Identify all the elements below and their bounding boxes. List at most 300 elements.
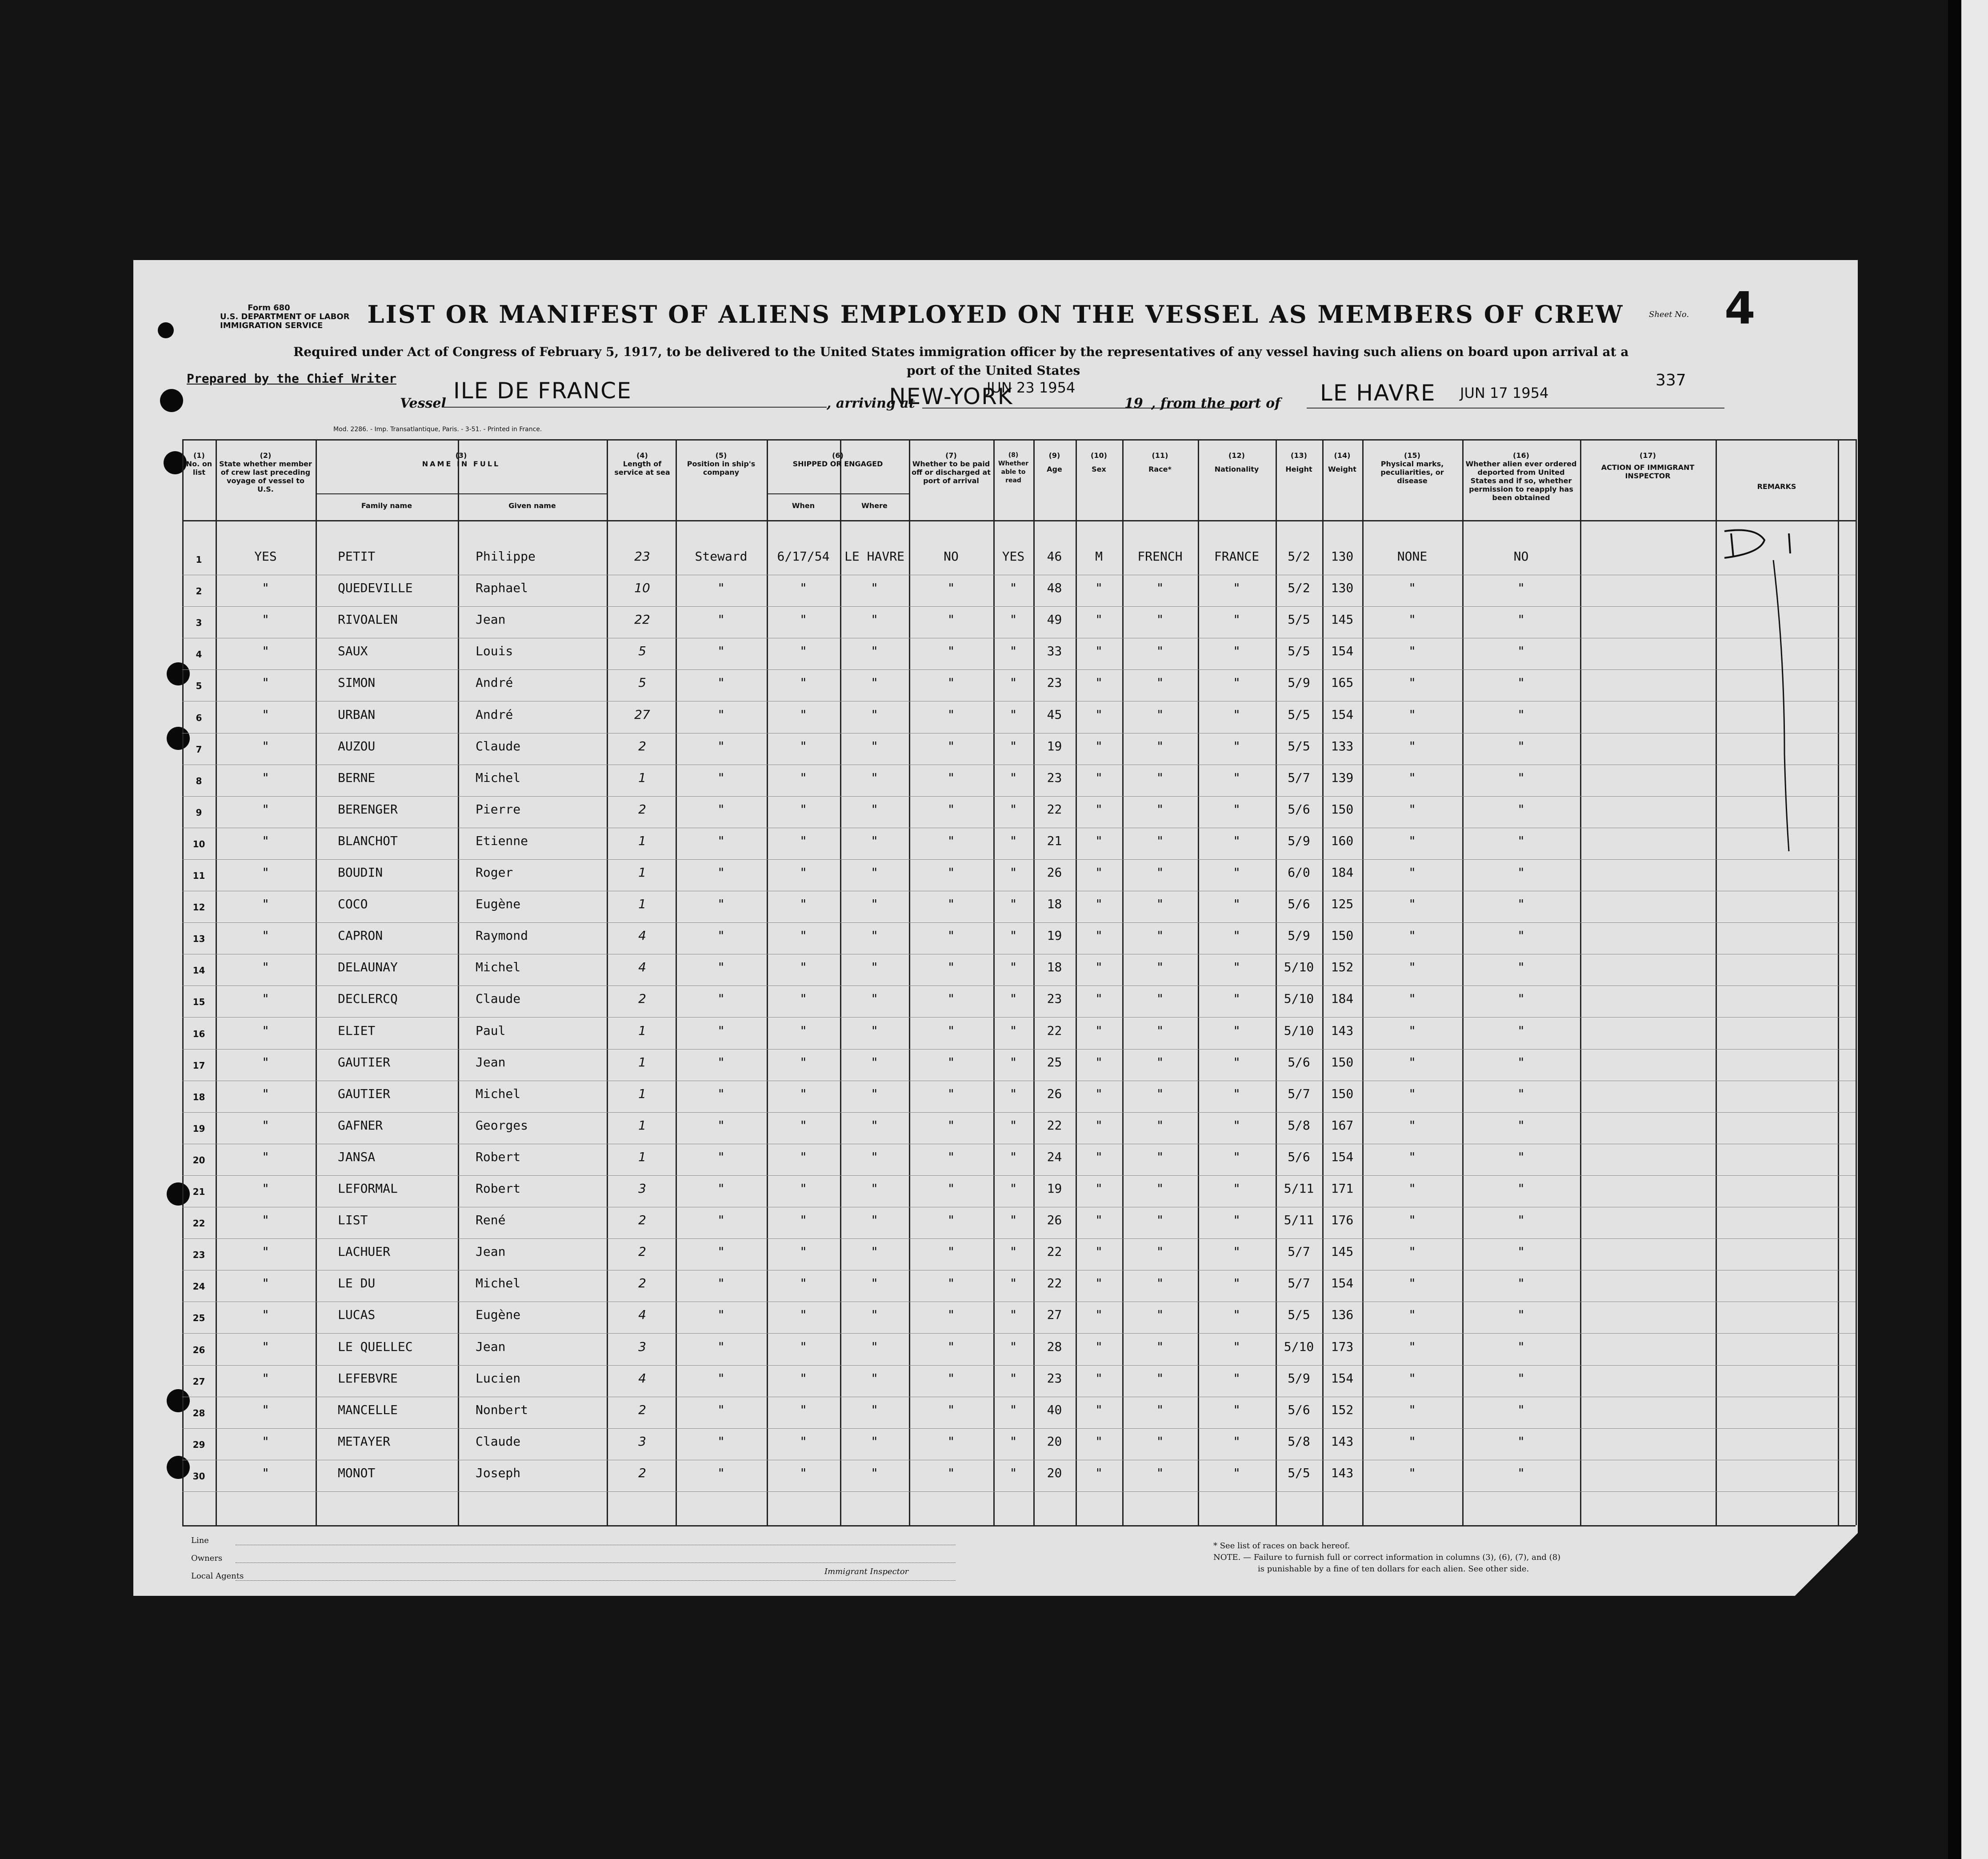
- race-value: ": [1156, 897, 1164, 912]
- deported-value: ": [1517, 1086, 1525, 1101]
- nationality-value: ": [1233, 1054, 1240, 1070]
- requirement-text: Required under Act of Congress of February 5, 1917, to be delivered to the United States immigration officer by the representatives of any vessel having such aliens on board upon arrival at a: [293, 345, 1629, 359]
- row-number: 17: [192, 1060, 205, 1071]
- service-length: 3: [638, 1181, 646, 1196]
- nationality-value: ": [1233, 991, 1240, 1006]
- from-port-label: , from the port of: [1151, 396, 1281, 411]
- deported-value: ": [1517, 1465, 1525, 1480]
- deported-value: ": [1517, 1402, 1525, 1417]
- marks-value: ": [1408, 581, 1416, 596]
- sex-value: ": [1095, 865, 1103, 880]
- column-header-where: Where: [861, 501, 888, 510]
- row-number: 27: [192, 1376, 205, 1387]
- read-value: ": [1009, 865, 1017, 880]
- crew-value: ": [262, 897, 269, 912]
- family-name: BERNE: [338, 770, 376, 785]
- remarks-handwritten-mark: [1707, 522, 1840, 860]
- crew-value: ": [262, 1339, 269, 1354]
- row-number: 12: [192, 902, 205, 913]
- nationality-value: ": [1233, 1434, 1240, 1449]
- given-name: Jean: [476, 1339, 506, 1354]
- family-name: SIMON: [338, 675, 376, 690]
- where-value: ": [871, 1370, 878, 1386]
- when-value: ": [800, 1023, 807, 1038]
- family-name: DECLERCQ: [338, 991, 398, 1006]
- paid-value: ": [947, 738, 955, 753]
- service-length: 4: [638, 1307, 646, 1322]
- sheet-number: 4: [1724, 282, 1756, 334]
- height: 5/7: [1288, 1276, 1310, 1291]
- height: 5/9: [1288, 928, 1310, 943]
- paid-value: ": [947, 833, 955, 848]
- when-value: ": [800, 707, 807, 722]
- row-number: 9: [196, 807, 202, 818]
- row-number: 19: [192, 1123, 205, 1134]
- paid-value: ": [947, 1181, 955, 1196]
- nationality-value: ": [1233, 1181, 1240, 1196]
- service-length: 4: [638, 960, 646, 975]
- race-value: ": [1156, 1276, 1164, 1291]
- marks-value: ": [1408, 738, 1416, 753]
- column-header-weight: (14) Weight: [1328, 451, 1356, 473]
- crew-value: ": [262, 1023, 269, 1038]
- position-value: ": [717, 897, 725, 912]
- column-header-crew: (2) State whether member of crew last preceding voyage of vessel to U.S.: [219, 451, 312, 493]
- row-number: 10: [192, 838, 205, 849]
- weight: 139: [1331, 770, 1354, 785]
- departure-port: LE HAVRE: [1320, 380, 1436, 406]
- position-value: ": [717, 1307, 725, 1322]
- row-number: 30: [192, 1470, 205, 1482]
- when-value: ": [800, 1276, 807, 1291]
- race-value: ": [1156, 581, 1164, 596]
- torn-corner: [1795, 1533, 1858, 1596]
- given-name: Roger: [476, 865, 513, 880]
- given-name: Michel: [476, 960, 521, 975]
- given-name: Joseph: [476, 1465, 521, 1480]
- given-name: Robert: [476, 1181, 521, 1196]
- race-value: ": [1156, 1244, 1164, 1259]
- height: 5/8: [1288, 1434, 1310, 1449]
- family-name: BERENGER: [338, 801, 398, 817]
- position-value: ": [717, 644, 725, 659]
- read-value: ": [1009, 801, 1017, 817]
- height: 5/5: [1288, 707, 1310, 722]
- marks-value: ": [1408, 1054, 1416, 1070]
- age: 20: [1047, 1465, 1062, 1480]
- race-value: ": [1156, 1023, 1164, 1038]
- position-value: ": [717, 1370, 725, 1386]
- marks-value: ": [1408, 1244, 1416, 1259]
- height: 5/10: [1284, 960, 1314, 975]
- crew-value: ": [262, 991, 269, 1006]
- owners-label: Owners: [191, 1554, 223, 1563]
- age: 23: [1047, 675, 1062, 690]
- position-value: ": [717, 1339, 725, 1354]
- family-name: BOUDIN: [338, 865, 383, 880]
- marks-value: ": [1408, 1434, 1416, 1449]
- race-value: ": [1156, 928, 1164, 943]
- read-value: ": [1009, 1434, 1017, 1449]
- row-number: 2: [196, 586, 202, 597]
- service-length: 2: [638, 801, 646, 817]
- deported-value: ": [1517, 1118, 1525, 1133]
- where-value: ": [871, 1434, 878, 1449]
- crew-value: ": [262, 1054, 269, 1070]
- height: 5/7: [1288, 1244, 1310, 1259]
- service-length: 2: [638, 1402, 646, 1417]
- marks-value: ": [1408, 1370, 1416, 1386]
- where-value: ": [871, 1213, 878, 1228]
- where-value: ": [871, 833, 878, 848]
- service-length: 1: [638, 897, 646, 912]
- departure-date-stamp: JUN 17 1954: [1460, 385, 1549, 401]
- read-value: ": [1009, 707, 1017, 722]
- weight: 167: [1331, 1118, 1354, 1133]
- crew-value: ": [262, 1402, 269, 1417]
- sex-value: ": [1095, 1370, 1103, 1386]
- given-name: Michel: [476, 770, 521, 785]
- deported-value: NO: [1513, 549, 1529, 564]
- height: 5/9: [1288, 1370, 1310, 1386]
- position-value: ": [717, 1402, 725, 1417]
- deported-value: ": [1517, 1370, 1525, 1386]
- film-edge: [1961, 0, 1988, 1859]
- paid-value: ": [947, 1118, 955, 1133]
- when-value: ": [800, 644, 807, 659]
- where-value: ": [871, 991, 878, 1006]
- row-number: 8: [196, 775, 202, 786]
- age: 49: [1047, 612, 1062, 627]
- family-name: LEFORMAL: [338, 1181, 398, 1196]
- column-header-age: (9) Age: [1047, 451, 1062, 473]
- paid-value: ": [947, 1023, 955, 1038]
- height: 5/10: [1284, 1023, 1314, 1038]
- race-value: ": [1156, 960, 1164, 975]
- where-value: ": [871, 1118, 878, 1133]
- weight: 150: [1331, 1054, 1354, 1070]
- family-name: QUEDEVILLE: [338, 581, 413, 596]
- nationality-value: ": [1233, 833, 1240, 848]
- race-value: ": [1156, 1434, 1164, 1449]
- vessel-name: ILE DE FRANCE: [453, 378, 632, 404]
- marks-value: ": [1408, 897, 1416, 912]
- marks-value: ": [1408, 1402, 1416, 1417]
- read-value: ": [1009, 1402, 1017, 1417]
- service-length: 27: [634, 707, 650, 722]
- nationality-value: ": [1233, 1213, 1240, 1228]
- sex-value: ": [1095, 1054, 1103, 1070]
- paid-value: ": [947, 1370, 955, 1386]
- paid-value: NO: [944, 549, 959, 564]
- crew-value: YES: [254, 549, 277, 564]
- weight: 143: [1331, 1023, 1354, 1038]
- position-value: ": [717, 1181, 725, 1196]
- column-header-read: (8) Whether able to read: [998, 452, 1028, 484]
- weight: 184: [1331, 991, 1354, 1006]
- race-value: ": [1156, 1149, 1164, 1164]
- when-value: ": [800, 1370, 807, 1386]
- row-number: 29: [192, 1439, 205, 1450]
- when-value: ": [800, 1118, 807, 1133]
- where-value: ": [871, 801, 878, 817]
- family-name: URBAN: [338, 707, 376, 722]
- sex-value: ": [1095, 612, 1103, 627]
- age: 40: [1047, 1402, 1062, 1417]
- marks-value: ": [1408, 991, 1416, 1006]
- family-name: METAYER: [338, 1434, 391, 1449]
- position-value: ": [717, 833, 725, 848]
- marks-value: ": [1408, 928, 1416, 943]
- marks-value: ": [1408, 1086, 1416, 1101]
- position-value: ": [717, 1086, 725, 1101]
- deported-value: ": [1517, 928, 1525, 943]
- when-value: ": [800, 1402, 807, 1417]
- weight: 145: [1331, 1244, 1354, 1259]
- column-header-race: (11) Race*: [1148, 451, 1172, 473]
- marks-value: ": [1408, 1213, 1416, 1228]
- age: 33: [1047, 644, 1062, 659]
- where-value: ": [871, 1054, 878, 1070]
- where-value: ": [871, 738, 878, 753]
- given-name: Etienne: [476, 833, 528, 848]
- height: 5/5: [1288, 738, 1310, 753]
- nationality-value: ": [1233, 1023, 1240, 1038]
- read-value: ": [1009, 644, 1017, 659]
- family-name: LIST: [338, 1213, 368, 1228]
- where-value: ": [871, 675, 878, 690]
- height: 5/10: [1284, 991, 1314, 1006]
- read-value: ": [1009, 1307, 1017, 1322]
- read-value: ": [1009, 1276, 1017, 1291]
- where-value: LE HAVRE: [844, 549, 904, 564]
- column-header-remarks: REMARKS: [1757, 482, 1796, 491]
- position-value: ": [717, 1434, 725, 1449]
- arrival-date-stamp: JUN 23 1954: [987, 379, 1076, 396]
- race-value: ": [1156, 1370, 1164, 1386]
- deported-value: ": [1517, 675, 1525, 690]
- weight: 152: [1331, 1402, 1354, 1417]
- crew-value: ": [262, 675, 269, 690]
- marks-value: ": [1408, 865, 1416, 880]
- nationality-value: ": [1233, 1370, 1240, 1386]
- given-name: Lucien: [476, 1370, 521, 1386]
- age: 23: [1047, 1370, 1062, 1386]
- sex-value: ": [1095, 675, 1103, 690]
- crew-value: ": [262, 1181, 269, 1196]
- given-name: André: [476, 675, 513, 690]
- family-name: LUCAS: [338, 1307, 376, 1322]
- sex-value: ": [1095, 1276, 1103, 1291]
- read-value: YES: [1002, 549, 1025, 564]
- deported-value: ": [1517, 1213, 1525, 1228]
- race-value: ": [1156, 801, 1164, 817]
- where-value: ": [871, 707, 878, 722]
- position-value: ": [717, 991, 725, 1006]
- where-value: ": [871, 1402, 878, 1417]
- paid-value: ": [947, 675, 955, 690]
- marks-value: ": [1408, 1181, 1416, 1196]
- paid-value: ": [947, 612, 955, 627]
- service-length: 10: [634, 581, 650, 596]
- deported-value: ": [1517, 897, 1525, 912]
- read-value: ": [1009, 1339, 1017, 1354]
- age: 22: [1047, 1023, 1062, 1038]
- document-title: LIST OR MANIFEST OF ALIENS EMPLOYED ON THE VESSEL AS MEMBERS OF CREW: [367, 300, 1624, 329]
- given-name: Robert: [476, 1149, 521, 1164]
- row-number: 28: [192, 1407, 205, 1418]
- marks-value: ": [1408, 1149, 1416, 1164]
- column-header-nationality: (12) Nationality: [1214, 451, 1259, 473]
- prepared-by: Prepared by the Chief Writer: [187, 371, 397, 386]
- line-label: Line: [191, 1536, 209, 1545]
- crew-value: ": [262, 1213, 269, 1228]
- row-number: 25: [192, 1313, 205, 1324]
- position-value: ": [717, 1023, 725, 1038]
- where-value: ": [871, 897, 878, 912]
- paid-value: ": [947, 1276, 955, 1291]
- deported-value: ": [1517, 1244, 1525, 1259]
- crew-value: ": [262, 928, 269, 943]
- column-header-name: (3) NAME IN FULL: [422, 451, 500, 468]
- family-name: SAUX: [338, 644, 368, 659]
- weight: 171: [1331, 1181, 1354, 1196]
- race-value: ": [1156, 675, 1164, 690]
- weight: 154: [1331, 1276, 1354, 1291]
- where-value: ": [871, 1244, 878, 1259]
- position-value: ": [717, 581, 725, 596]
- year-label: 19: [1124, 396, 1143, 411]
- read-value: ": [1009, 675, 1017, 690]
- vessel-label: Vessel: [400, 396, 446, 411]
- read-value: ": [1009, 833, 1017, 848]
- nationality-value: ": [1233, 675, 1240, 690]
- family-name: MONOT: [338, 1465, 376, 1480]
- age: 26: [1047, 1086, 1062, 1101]
- crew-value: ": [262, 1434, 269, 1449]
- sex-value: M: [1095, 549, 1103, 564]
- position-value: ": [717, 801, 725, 817]
- form-label: Form 680: [248, 303, 290, 313]
- marks-value: ": [1408, 1118, 1416, 1133]
- given-name: Louis: [476, 644, 513, 659]
- service-length: 1: [638, 1149, 646, 1164]
- deported-value: ": [1517, 644, 1525, 659]
- crew-value: ": [262, 770, 269, 785]
- where-value: ": [871, 1307, 878, 1322]
- given-name: Jean: [476, 612, 506, 627]
- paid-value: ": [947, 707, 955, 722]
- age: 23: [1047, 991, 1062, 1006]
- sex-value: ": [1095, 928, 1103, 943]
- sex-value: ": [1095, 991, 1103, 1006]
- where-value: ": [871, 770, 878, 785]
- read-value: ": [1009, 1086, 1017, 1101]
- nationality-value: FRANCE: [1214, 549, 1260, 564]
- where-value: ": [871, 1276, 878, 1291]
- crew-value: ": [262, 1086, 269, 1101]
- age: 48: [1047, 581, 1062, 596]
- given-name: René: [476, 1213, 506, 1228]
- crew-value: ": [262, 1118, 269, 1133]
- when-value: ": [800, 833, 807, 848]
- row-number: 11: [192, 870, 205, 881]
- family-name: CAPRON: [338, 928, 383, 943]
- height: 5/9: [1288, 675, 1310, 690]
- crew-value: ": [262, 833, 269, 848]
- position-value: ": [717, 928, 725, 943]
- row-number: 1: [196, 554, 202, 565]
- when-value: ": [800, 581, 807, 596]
- position-value: ": [717, 612, 725, 627]
- column-header-paid-off: (7) Whether to be paid off or discharged at port of arrival: [912, 451, 991, 485]
- sex-value: ": [1095, 1086, 1103, 1101]
- row-number: 3: [196, 617, 202, 629]
- given-name: Claude: [476, 738, 521, 753]
- read-value: ": [1009, 581, 1017, 596]
- when-value: ": [800, 1465, 807, 1480]
- nationality-value: ": [1233, 707, 1240, 722]
- marks-value: ": [1408, 675, 1416, 690]
- service-length: 5: [638, 675, 646, 690]
- when-value: ": [800, 960, 807, 975]
- sex-value: ": [1095, 833, 1103, 848]
- row-number: 21: [192, 1186, 205, 1197]
- weight: 125: [1331, 897, 1354, 912]
- where-value: ": [871, 1181, 878, 1196]
- read-value: ": [1009, 928, 1017, 943]
- given-name: Georges: [476, 1118, 528, 1133]
- weight: 150: [1331, 1086, 1354, 1101]
- service-length: 23: [634, 549, 650, 564]
- position-value: ": [717, 1465, 725, 1480]
- race-value: ": [1156, 865, 1164, 880]
- weight: 145: [1331, 612, 1354, 627]
- service-length: 3: [638, 1434, 646, 1449]
- family-name: MANCELLE: [338, 1402, 398, 1417]
- race-value: ": [1156, 1118, 1164, 1133]
- family-name: RIVOALEN: [338, 612, 398, 627]
- when-value: ": [800, 612, 807, 627]
- nationality-value: ": [1233, 1149, 1240, 1164]
- read-value: ": [1009, 1181, 1017, 1196]
- weight: 150: [1331, 928, 1354, 943]
- where-value: ": [871, 644, 878, 659]
- marks-value: ": [1408, 801, 1416, 817]
- race-value: ": [1156, 738, 1164, 753]
- given-name: Michel: [476, 1086, 521, 1101]
- crew-value: ": [262, 1307, 269, 1322]
- weight: 173: [1331, 1339, 1354, 1354]
- given-name: Claude: [476, 1434, 521, 1449]
- sex-value: ": [1095, 1118, 1103, 1133]
- requirement-text-port: port of the United States: [907, 363, 1080, 378]
- service-length: 5: [638, 644, 646, 659]
- race-value: ": [1156, 991, 1164, 1006]
- service-length: 2: [638, 991, 646, 1006]
- sex-value: ": [1095, 897, 1103, 912]
- weight: 176: [1331, 1213, 1354, 1228]
- where-value: ": [871, 1149, 878, 1164]
- height: 5/6: [1288, 1402, 1310, 1417]
- given-name: Jean: [476, 1054, 506, 1070]
- position-value: ": [717, 1118, 725, 1133]
- height: 5/5: [1288, 1307, 1310, 1322]
- family-name: LE QUELLEC: [338, 1339, 413, 1354]
- deported-value: ": [1517, 960, 1525, 975]
- nationality-value: ": [1233, 644, 1240, 659]
- paid-value: ": [947, 1244, 955, 1259]
